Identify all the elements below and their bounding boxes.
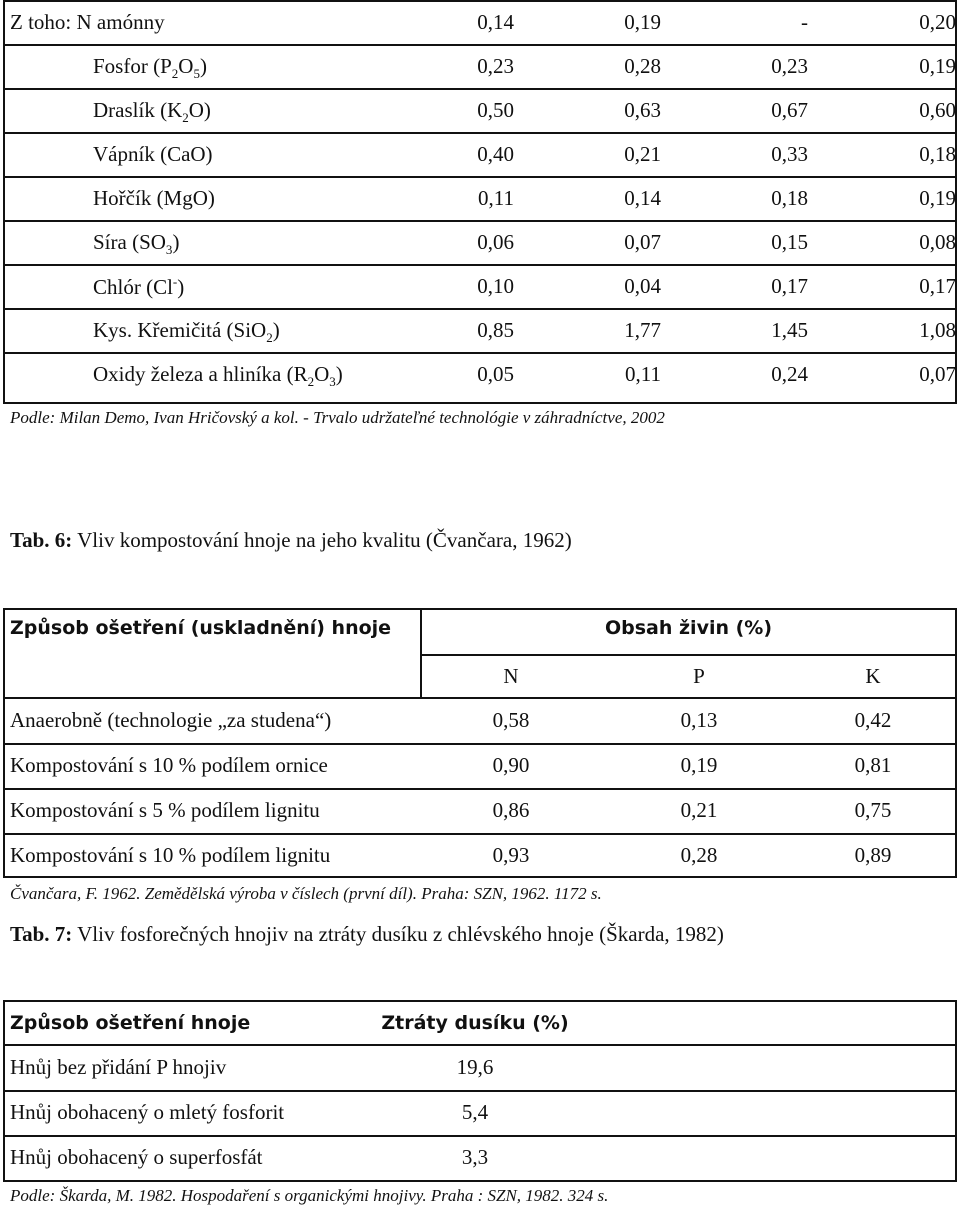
formula-index: - — [172, 274, 178, 289]
formula-text: Chlór (Cl — [93, 275, 173, 299]
table1-cell: 1,45 — [771, 318, 808, 342]
table1-cell: 1,08 — [919, 318, 956, 342]
table1-cell: 0,18 — [919, 142, 956, 166]
table1-cell: 0,24 — [771, 362, 808, 386]
formula-text: O — [314, 362, 330, 386]
table7-row — [0, 1045, 960, 1090]
table6-subheader-k: K — [865, 664, 881, 688]
table6-row — [0, 698, 960, 743]
table1-cell: 0,23 — [771, 54, 808, 78]
table6-caption — [10, 528, 572, 553]
table6-row-line — [3, 833, 957, 835]
table1-cell: 0,19 — [919, 54, 956, 78]
formula-index: 3 — [329, 374, 336, 390]
table1-row-line — [3, 176, 957, 178]
table1-row — [0, 352, 960, 396]
table7-cell: 3,3 — [461, 1145, 489, 1169]
table1-cell: 0,19 — [919, 186, 956, 210]
table1-row-label: Vápník (CaO) — [93, 142, 213, 166]
table7-caption-text: Vliv fosforečných hnojiv na ztráty dusíku z chlévského hnoje (Škarda, 1982) — [72, 922, 724, 946]
formula-index: 2 — [182, 110, 189, 126]
table6-row-label: Anaerobně (technologie „za studena“) — [10, 708, 332, 732]
table6-cell: 0,81 — [854, 753, 892, 777]
formula-text: O — [178, 54, 194, 78]
table6-subheader-line — [420, 654, 957, 656]
table1-row — [0, 88, 960, 132]
table1-cell: 0,14 — [624, 186, 661, 210]
table1-row-label: Hořčík (MgO) — [93, 186, 215, 210]
formula-index: 5 — [193, 66, 200, 82]
formula-index: 2 — [307, 374, 315, 390]
table1-cell: 0,08 — [919, 230, 956, 254]
table6-row — [0, 788, 960, 833]
table6-row — [0, 833, 960, 878]
table6-cell: 0,21 — [680, 798, 718, 822]
table1-cell: 0,50 — [477, 98, 514, 122]
table6-cell: 0,75 — [854, 798, 892, 822]
table1-row-label — [93, 230, 179, 258]
table6-cell: 0,42 — [854, 708, 892, 732]
formula-text: Kys. Křemičitá (SiO — [93, 318, 267, 342]
table1-row — [0, 264, 960, 308]
table6-row-label: Kompostování s 5 % podílem lignitu — [10, 798, 320, 822]
table6-header-method: Způsob ošetření (uskladnění) hnoje — [10, 617, 392, 639]
table6-cell: 0,13 — [680, 708, 718, 732]
table6-caption-text: Vliv kompostování hnoje na jeho kvalitu (Čvančara, 1962) — [72, 528, 572, 552]
table1-row — [0, 308, 960, 352]
table1-cell: 0,19 — [624, 10, 661, 34]
formula-index: 2 — [171, 66, 179, 82]
table6-row-label: Kompostování s 10 % podílem ornice — [10, 753, 328, 777]
table6-cell: 0,19 — [680, 753, 718, 777]
table1-cell: 0,05 — [477, 362, 514, 386]
table6-row — [0, 743, 960, 788]
formula-index: 3 — [165, 242, 173, 258]
table6-row-line — [3, 788, 957, 790]
table6-cell: 0,93 — [492, 843, 530, 867]
table1-cell: 0,17 — [919, 274, 956, 298]
table1-row-label — [93, 98, 211, 126]
table1-row-line — [3, 264, 957, 266]
table1-cell: 0,67 — [771, 98, 808, 122]
formula-text: Draslík (K — [93, 98, 183, 122]
table7-cell: 5,4 — [461, 1100, 489, 1124]
table1-row — [0, 132, 960, 176]
table7-row — [0, 1135, 960, 1180]
table7-header-loss: Ztráty dusíku (%) — [381, 1012, 569, 1034]
formula-text: ) — [199, 54, 207, 78]
table1-cell: 0,17 — [771, 274, 808, 298]
table1-source: Podle: Milan Demo, Ivan Hričovský a kol. - Trvalo udržateľné technológie v záhradníctve, 2002 — [10, 408, 665, 427]
table1-cell: 0,20 — [919, 10, 956, 34]
table1-row-label: Z toho: N amónny — [10, 10, 165, 34]
table1-cell: 0,10 — [477, 274, 514, 298]
table7-cell: 19,6 — [456, 1055, 494, 1079]
table7-row-label: Hnůj bez přidání P hnojiv — [10, 1055, 227, 1079]
table6-subheader-p: P — [693, 664, 705, 688]
table1-cell: 0,11 — [625, 362, 661, 386]
table1-cell: 0,23 — [477, 54, 514, 78]
formula-text: Oxidy železa a hliníka (R — [93, 362, 308, 386]
table6-cell: 0,28 — [680, 843, 718, 867]
table1-row-label — [93, 318, 280, 346]
table1-cell: 1,77 — [624, 318, 661, 342]
table6-cell: 0,90 — [492, 753, 530, 777]
table1-row — [0, 176, 960, 220]
table6-header-nutrients: Obsah živin (%) — [604, 617, 773, 639]
table1-row — [0, 0, 960, 44]
table1-row-line — [3, 308, 957, 310]
table1-cell: 0,04 — [624, 274, 661, 298]
table7-caption — [10, 922, 724, 947]
formula-text: ) — [177, 275, 185, 299]
table7-row — [0, 1090, 960, 1135]
table7-caption-number: Tab. 7: — [10, 922, 73, 946]
formula-index: 2 — [266, 330, 273, 346]
table7-source: Podle: Škarda, M. 1982. Hospodaření s organickými hnojivy. Praha : SZN, 1982. 324 s. — [10, 1186, 609, 1205]
table7-row-line — [3, 1090, 957, 1092]
formula-text: O) — [188, 98, 211, 122]
table6-source: Čvančara, F. 1962. Zemědělská výroba v číslech (první díl). Praha: SZN, 1962. 1172 s. — [10, 884, 602, 903]
table1-cell: 0,60 — [919, 98, 956, 122]
table1-cell: 0,85 — [477, 318, 514, 342]
table1-cell: 0,21 — [624, 142, 661, 166]
formula-text: Síra (SO — [93, 230, 166, 254]
table6-cell: 0,89 — [854, 843, 892, 867]
formula-text: ) — [172, 230, 180, 254]
table6-subheader-n: N — [503, 664, 519, 688]
table1-row-line — [3, 132, 957, 134]
table1-row-label — [93, 274, 184, 300]
table1-cell: 0,18 — [771, 186, 808, 210]
formula-text: ) — [335, 362, 343, 386]
table7-row-line — [3, 1135, 957, 1137]
table7-header-method: Způsob ošetření hnoje — [10, 1012, 251, 1034]
table1-row — [0, 220, 960, 264]
table1-cell: - — [801, 10, 808, 34]
table7-row-label: Hnůj obohacený o mletý fosforit — [10, 1100, 285, 1124]
table6-caption-number: Tab. 6: — [10, 528, 73, 552]
formula-text: ) — [272, 318, 280, 342]
table6-cell: 0,58 — [492, 708, 530, 732]
table7-row-label: Hnůj obohacený o superfosfát — [10, 1145, 263, 1169]
table1-row-label — [93, 362, 343, 390]
table1-cell: 0,14 — [477, 10, 514, 34]
table1-cell: 0,15 — [771, 230, 808, 254]
table1-cell: 0,28 — [624, 54, 661, 78]
table1-row-line — [3, 44, 957, 46]
table1-cell: 0,06 — [477, 230, 514, 254]
table6-row-label: Kompostování s 10 % podílem lignitu — [10, 843, 331, 867]
table1-row-line — [3, 88, 957, 90]
table6-cell: 0,86 — [492, 798, 530, 822]
table1-cell: 0,33 — [771, 142, 808, 166]
table1-cell: 0,40 — [477, 142, 514, 166]
table1-cell: 0,07 — [624, 230, 661, 254]
table1-cell: 0,63 — [624, 98, 661, 122]
table1-row — [0, 44, 960, 88]
table1-row-label — [93, 54, 207, 82]
table1-row-line — [3, 352, 957, 354]
table1-row-line — [3, 220, 957, 222]
table6-row-line — [3, 743, 957, 745]
table1-cell: 0,07 — [919, 362, 956, 386]
table1-cell: 0,11 — [478, 186, 514, 210]
formula-text: Fosfor (P — [93, 54, 172, 78]
